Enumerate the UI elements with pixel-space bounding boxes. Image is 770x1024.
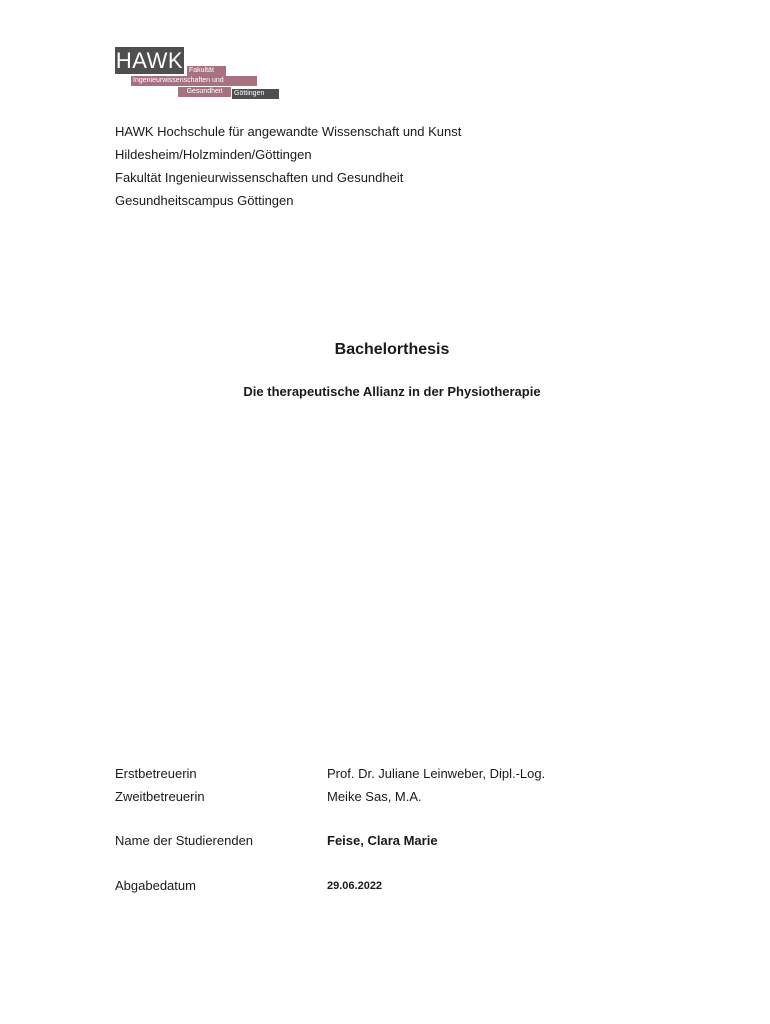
- institution-line: Fakultät Ingenieurwissenschaften und Gesundheit: [115, 170, 404, 185]
- first-supervisor-label: Erstbetreuerin: [115, 766, 197, 781]
- logo-wordmark: HAWK: [115, 48, 184, 73]
- institution-block: [115, 122, 461, 214]
- second-supervisor-value: Meike Sas, M.A.: [327, 789, 422, 804]
- logo-tag-goettingen: Göttingen: [232, 89, 279, 99]
- student-name: Feise, Clara Marie: [327, 833, 438, 848]
- submission-date-label: Abgabedatum: [115, 878, 196, 893]
- institution-line: HAWK Hochschule für angewandte Wissenschaft und Kunst: [115, 124, 462, 139]
- second-supervisor-label: Zweitbetreuerin: [115, 789, 205, 804]
- institution-line: Gesundheitscampus Göttingen: [115, 193, 294, 208]
- thesis-title: Die therapeutische Allianz in der Physiotherapie: [243, 384, 541, 399]
- logo-tag-ingenieur: Ingenieurwissenschaften und: [131, 76, 257, 86]
- hawk-logo: [115, 47, 285, 103]
- institution-line: Hildesheim/Holzminden/Göttingen: [115, 147, 312, 162]
- logo-tag-fakultaet: Fakultät: [187, 66, 226, 76]
- logo-tag-gesundheit: Gesundheit: [178, 87, 231, 97]
- thesis-type-heading: Bachelorthesis: [334, 341, 450, 358]
- student-label: Name der Studierenden: [115, 833, 254, 848]
- submission-date-value: 29.06.2022: [327, 880, 383, 892]
- first-supervisor-value: Prof. Dr. Juliane Leinweber, Dipl.-Log.: [327, 766, 546, 781]
